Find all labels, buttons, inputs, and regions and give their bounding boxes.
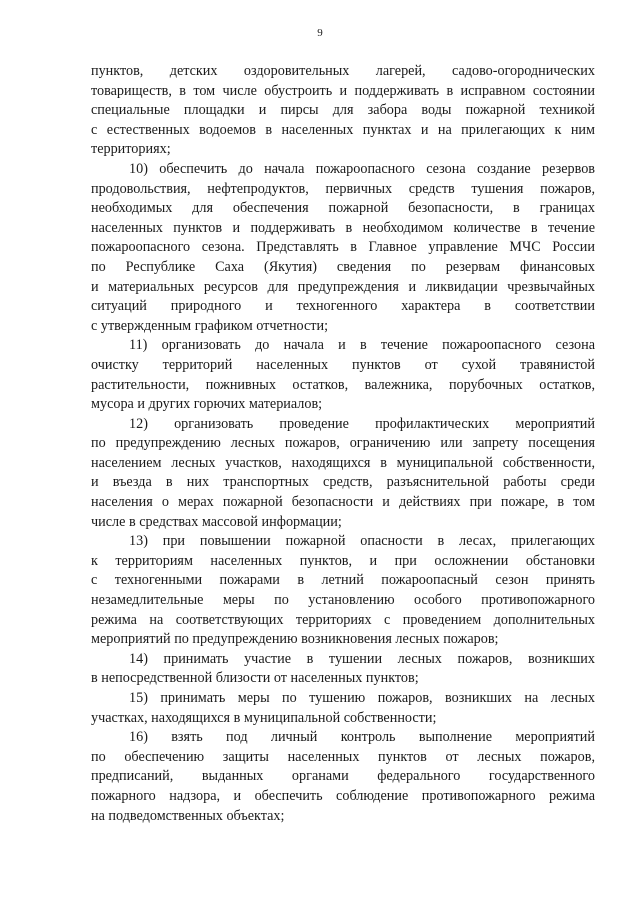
text-line: к территориям населенных пунктов, и при осложнении обстановки	[91, 552, 595, 569]
paragraph-first-line: 15) принимать меры по тушению пожаров, возникших на лесных	[129, 690, 595, 706]
text-line: пожароопасного сезона. Представлять в Главное управление МЧС России	[91, 239, 595, 256]
paragraph-first-line: 16) взять под личный контроль выполнение мероприятий	[129, 729, 595, 746]
text-line: числе в средствах массовой информации;	[91, 513, 342, 530]
paragraph-first-line: 10) обеспечить до начала пожароопасного сезона создание резервов	[129, 160, 595, 177]
text-line: населения о мерах пожарной безопасности и действиях при пожаре, в том	[91, 494, 595, 511]
text-line: ситуаций природного и техногенного характера в соответствии	[91, 298, 595, 315]
text-line: и въезда в них транспортных средств, разъяснительной работы среди	[91, 474, 595, 491]
text-line: пунктов, детских оздоровительных лагерей, садово-огороднических	[91, 63, 595, 79]
paragraph-first-line: 13) при повышении пожарной опасности в лесах, прилегающих	[129, 533, 595, 550]
text-line: предписаний, выданных органами федерального государственного	[91, 768, 595, 785]
text-line: по обеспечению защиты населенных пунктов от лесных пожаров,	[91, 748, 595, 765]
text-line: режима на соответствующих территориях с проведением дополнительных	[91, 611, 595, 628]
text-line: товариществ, в том числе обустроить и поддерживать в исправном состоянии	[91, 82, 595, 99]
text-line: территориях;	[91, 141, 171, 158]
text-line: по Республике Саха (Якутия) сведения по резервам финансовых	[91, 258, 595, 275]
text-line: необходимых для обеспечения пожарной безопасности, в границах	[91, 200, 595, 217]
text-line: пожарного надзора, и обеспечить соблюдение противопожарного режима	[91, 787, 595, 804]
text-line: на подведомственных объектах;	[91, 807, 285, 824]
paragraph-first-line: 12) организовать проведение профилактических мероприятий	[129, 415, 595, 432]
paragraph-first-line: 11) организовать до начала и в течение пожароопасного сезона	[129, 337, 595, 354]
text-line: населением лесных участков, находящихся в муниципальной собственности,	[91, 454, 595, 471]
page-number: 9	[317, 27, 323, 39]
text-line: и материальных ресурсов для предупреждения и ликвидации чрезвычайных	[91, 278, 595, 295]
text-line: с естественных водоемов в населенных пунктах и на прилегающих к ним	[91, 121, 595, 138]
text-line: растительности, пожнивных остатков, валежника, порубочных остатков,	[91, 376, 595, 393]
text-line: по предупреждению лесных пожаров, ограничению или запрету посещения	[91, 435, 595, 452]
text-line: с техногенными пожарами в летний пожароопасный сезон принять	[91, 572, 595, 589]
text-line: очистку территорий населенных пунктов от сухой травянистой	[91, 356, 595, 373]
text-line: незамедлительные меры по установлению особого противопожарного	[91, 592, 595, 609]
document-body-text	[91, 62, 595, 826]
text-line: продовольствия, нефтепродуктов, первичных средств тушения пожаров,	[91, 180, 595, 197]
text-line: в непосредственной близости от населенных пунктов;	[91, 670, 419, 687]
text-line: с утвержденным графиком отчетности;	[91, 317, 329, 334]
text-line: населенных пунктов и поддерживать в необходимом количестве в течение	[91, 219, 595, 236]
text-line: мероприятий по предупреждению возникновения лесных пожаров;	[91, 631, 499, 648]
text-line: мусора и других горючих материалов;	[91, 396, 323, 413]
text-line: специальные площадки и пирсы для забора воды пожарной техникой	[91, 102, 595, 119]
text-line: участках, находящихся в муниципальной собственности;	[91, 709, 437, 726]
paragraph-first-line: 14) принимать участие в тушении лесных пожаров, возникших	[129, 650, 595, 667]
